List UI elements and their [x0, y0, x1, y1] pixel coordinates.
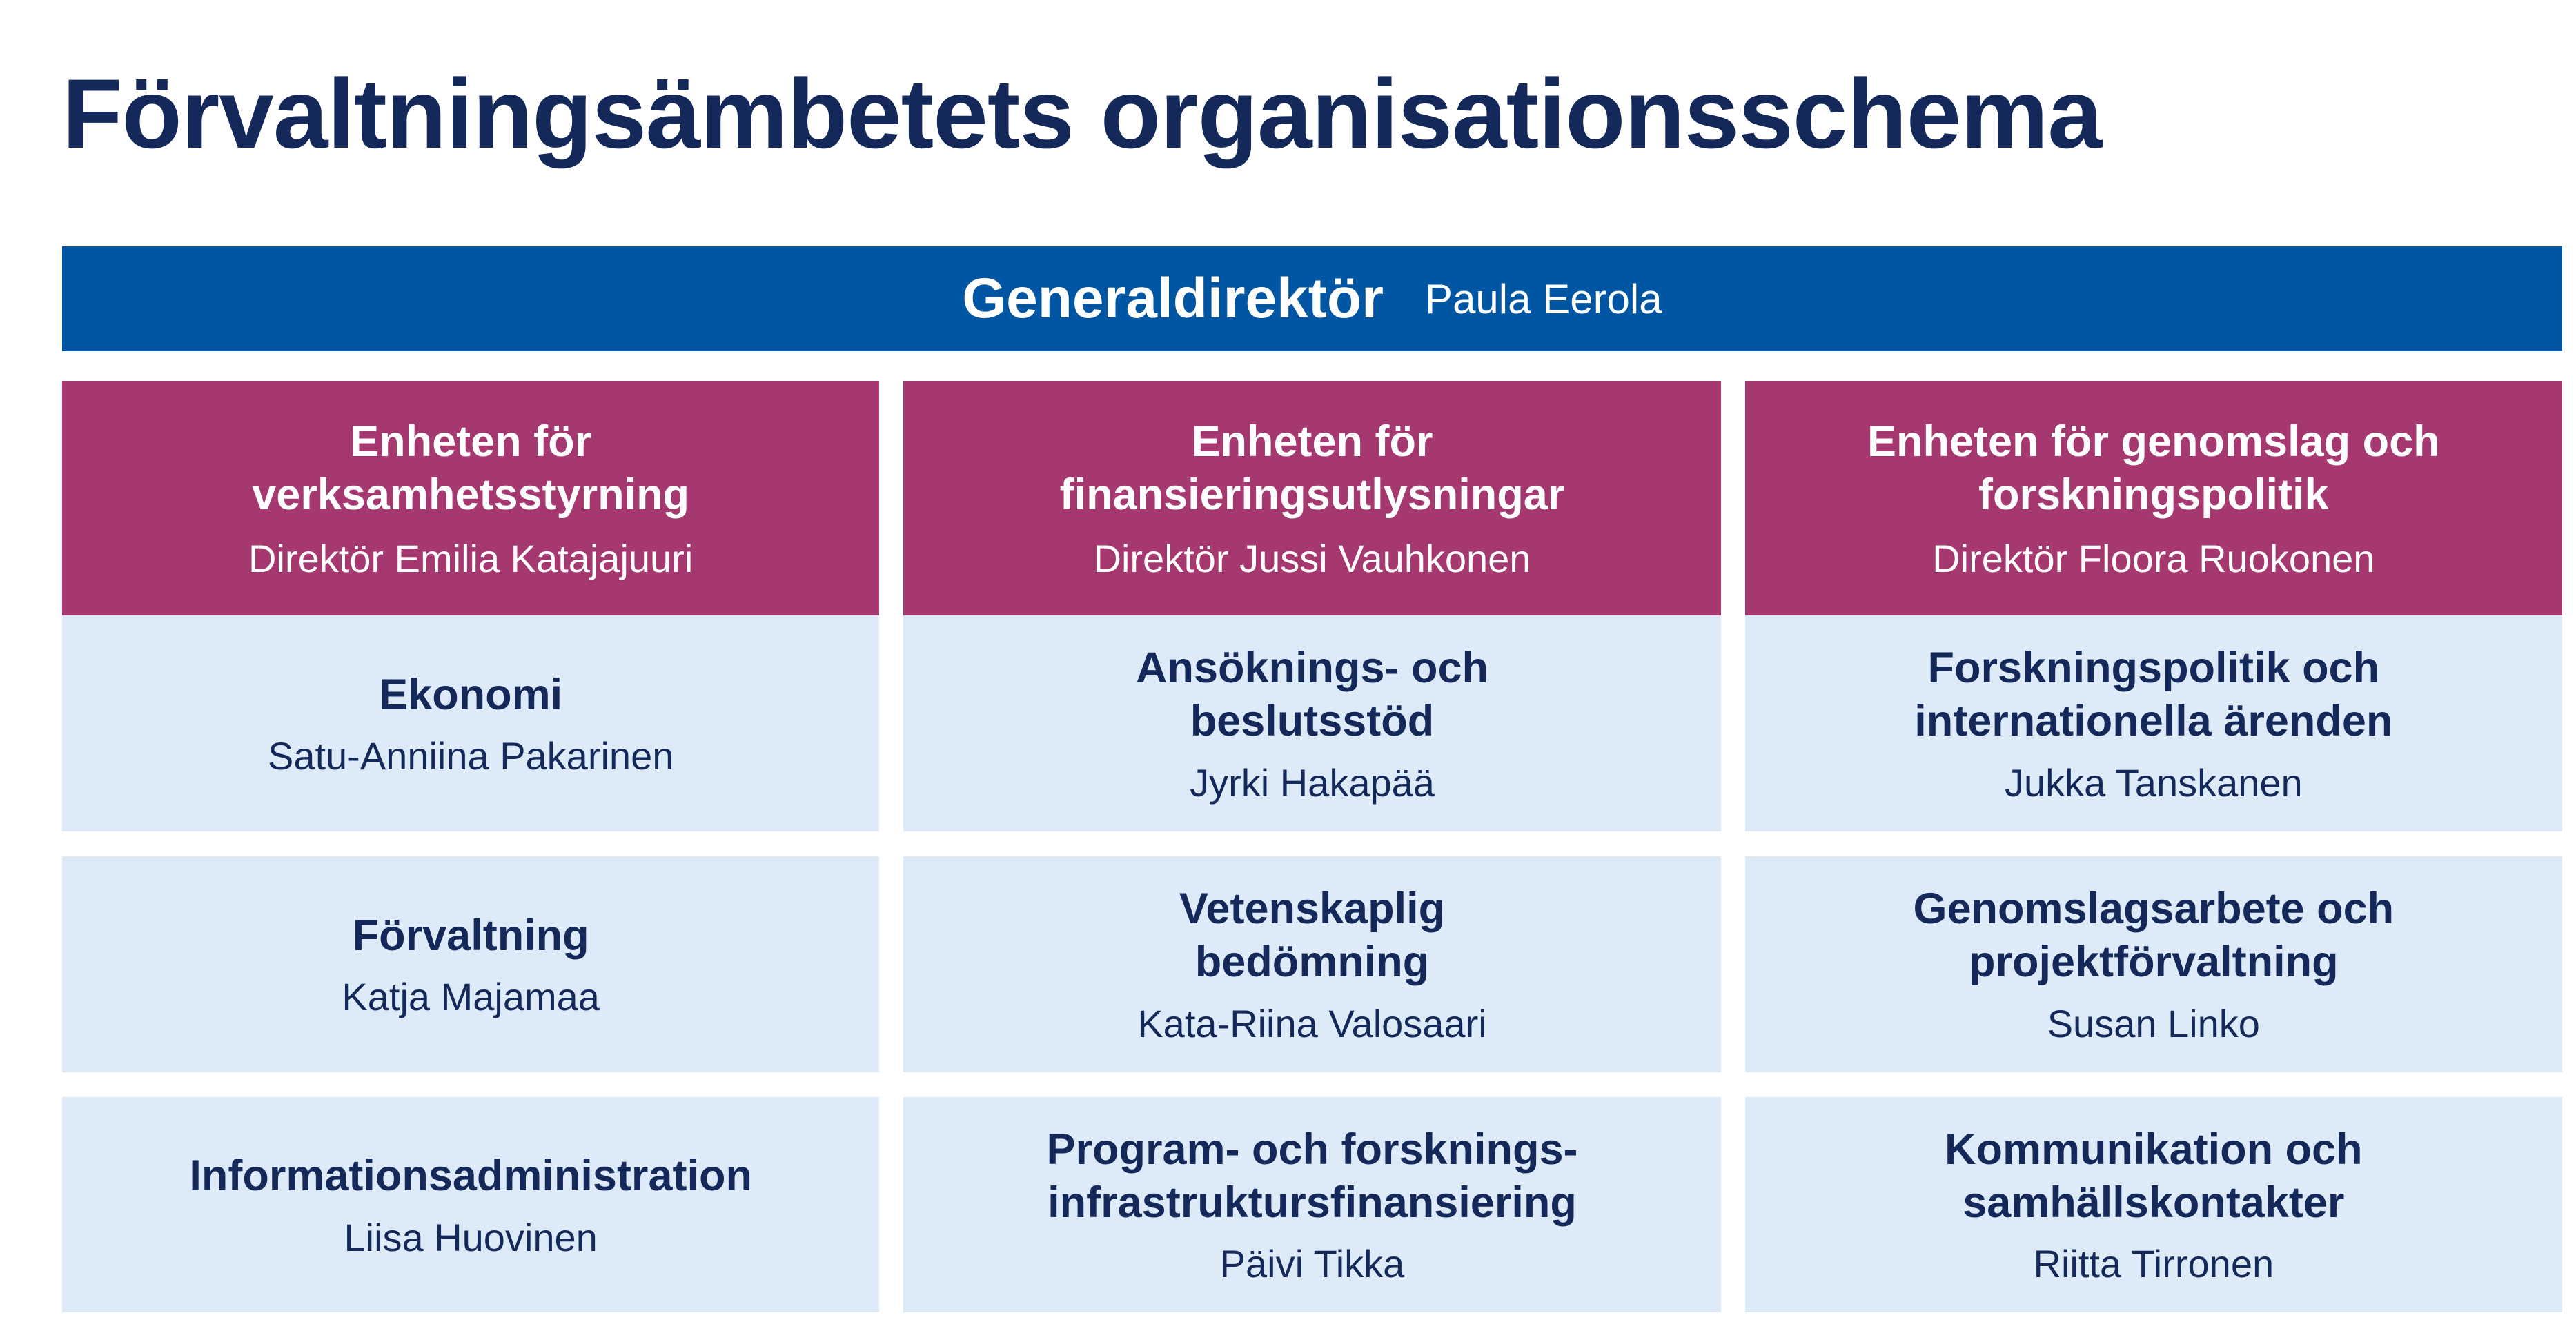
group-head: Jukka Tanskanen: [2004, 760, 2303, 805]
group-box: [1745, 615, 2562, 831]
group-head: Päivi Tikka: [1219, 1242, 1405, 1286]
group-head: Satu-Anniina Pakarinen: [267, 734, 674, 778]
group-box: [903, 615, 1720, 831]
director-general-role: Generaldirektör: [962, 267, 1384, 330]
unit-column-finansieringsutlysningar: [903, 381, 1720, 1312]
group-title: Vetenskaplig bedömning: [1179, 885, 1446, 986]
group-head: Riitta Tirronen: [2033, 1242, 2274, 1286]
group-box: [1745, 1097, 2562, 1312]
page-title: Förvaltningsämbetets organisationsschema: [62, 59, 2102, 169]
group-box: [1745, 856, 2562, 1072]
unit-header: [903, 381, 1720, 615]
unit-column-genomslag: [1745, 381, 2562, 1312]
group-title: Ansöknings- och beslutsstöd: [1135, 644, 1488, 745]
group-title: Program- och forsknings-infrastruktursfinansiering: [1046, 1125, 1578, 1227]
unit-director: Direktör Emilia Katajajuuri: [248, 537, 694, 581]
unit-title: Enheten för genomslag och forskningspolitik: [1867, 417, 2440, 519]
director-general-box: [62, 246, 2562, 351]
group-title: Ekonomi: [379, 670, 563, 719]
unit-director: Direktör Floora Ruokonen: [1932, 537, 2375, 581]
group-title: Genomslagsarbete och projektförvaltning: [1913, 885, 2395, 986]
units-container: [62, 381, 2562, 1312]
unit-column-verksamhetsstyrning: [62, 381, 879, 1312]
group-head: Kata-Riina Valosaari: [1137, 1001, 1487, 1045]
director-general-name: Paula Eerola: [1425, 275, 1662, 322]
group-title: Forskningspolitik och internationella ärenden: [1914, 644, 2393, 745]
group-head: Susan Linko: [2047, 1001, 2260, 1045]
group-title: Kommunikation och samhällskontakter: [1945, 1125, 2363, 1227]
group-head: Katja Majamaa: [342, 975, 600, 1019]
group-box: [62, 1097, 879, 1312]
unit-header: [1745, 381, 2562, 615]
group-box: [903, 856, 1720, 1072]
group-title: Förvaltning: [352, 911, 589, 960]
group-title: Informationsadministration: [189, 1152, 752, 1201]
unit-title: Enheten för finansieringsutlysningar: [1059, 417, 1565, 519]
group-head: Liisa Huovinen: [344, 1215, 598, 1259]
unit-title: Enheten för verksamhetsstyrning: [252, 417, 690, 519]
unit-header: [62, 381, 879, 615]
unit-director: Direktör Jussi Vauhkonen: [1093, 537, 1531, 581]
group-box: [62, 856, 879, 1072]
group-box: [903, 1097, 1720, 1312]
group-head: Jyrki Hakapää: [1190, 760, 1435, 805]
group-box: [62, 615, 879, 831]
